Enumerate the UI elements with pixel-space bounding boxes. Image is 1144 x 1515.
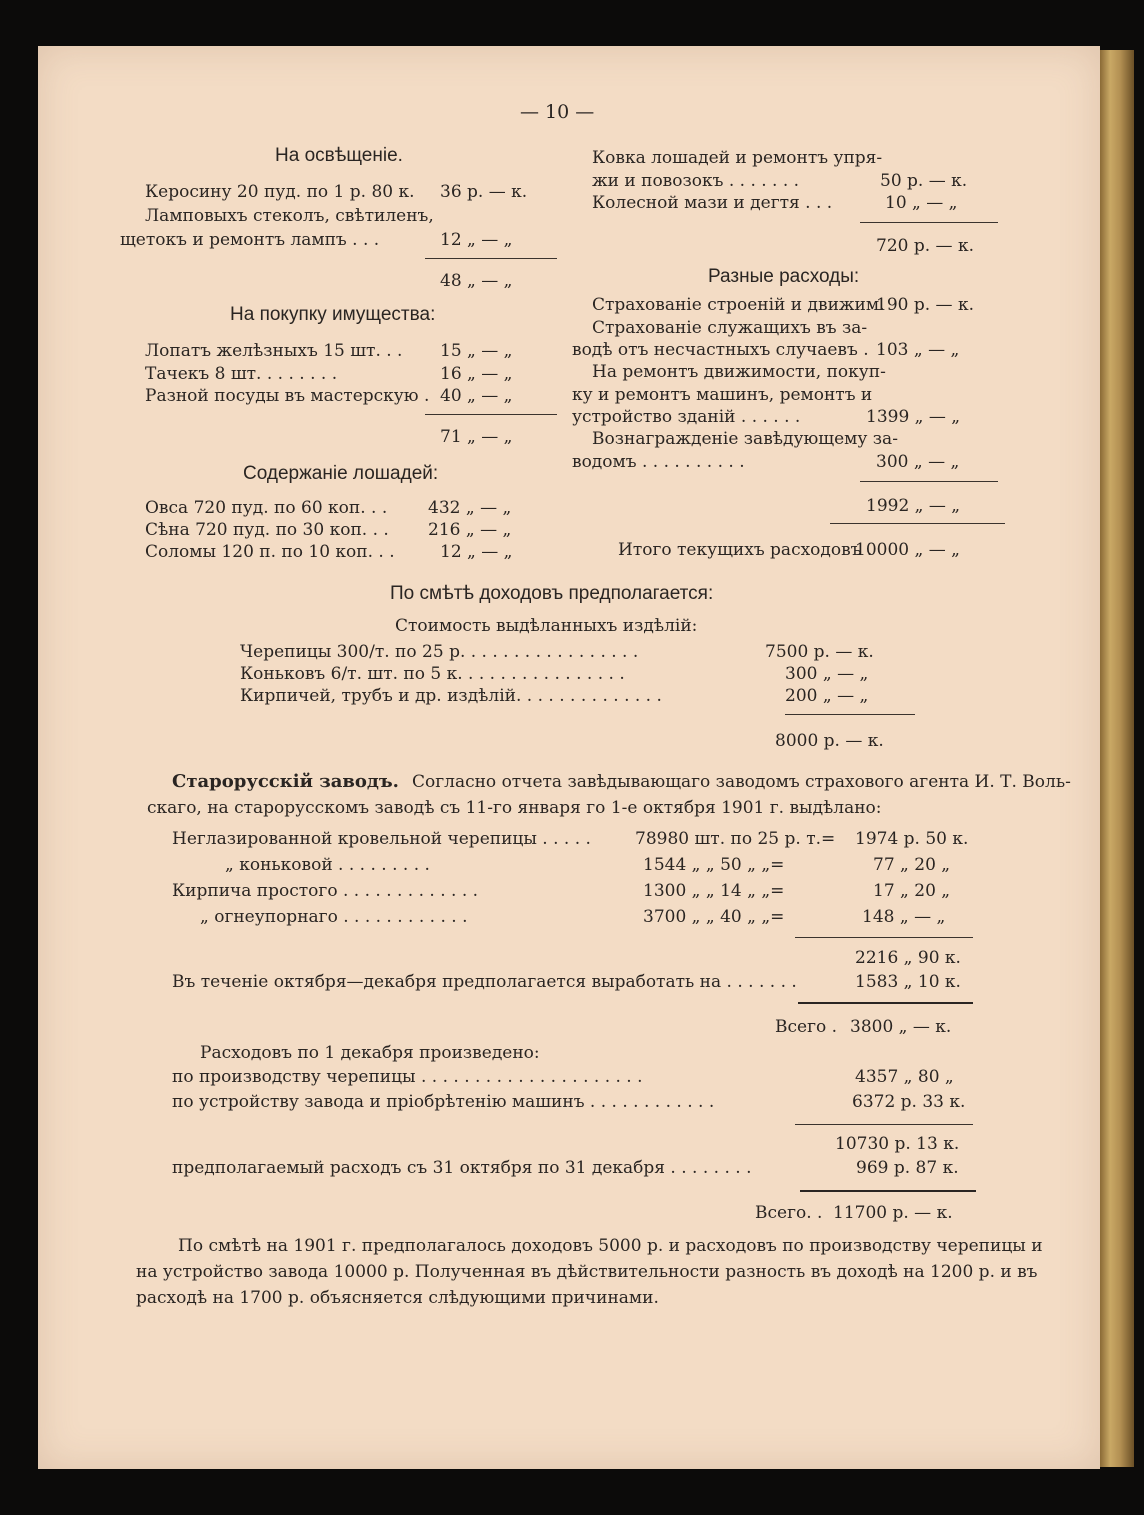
rule bbox=[795, 937, 973, 938]
staro-intro-line: скаго, на старорусскомъ заводѣ съ 11-го января го 1-е октября 1901 г. выдѣлано: bbox=[147, 798, 882, 818]
lighting-heading: На освѣщеніе. bbox=[275, 145, 403, 166]
misc-row-label: Страхованіе строеній и движим. bbox=[592, 295, 885, 315]
staro-subtotal: 2216 „ 90 к. bbox=[855, 948, 961, 968]
current-total-amount: 10000 „ — „ bbox=[855, 540, 960, 560]
rule bbox=[795, 1124, 973, 1125]
lighting-row-amount: 12 „ — „ bbox=[440, 230, 513, 250]
staro-projected-amount: 969 р. 87 к. bbox=[856, 1158, 959, 1178]
staro-row-qty: 1300 „ „ 14 „ „= bbox=[643, 881, 785, 901]
horses-row-label: Сѣна 720 пуд. по 30 коп. . . bbox=[145, 520, 389, 540]
forging-total: 720 р. — к. bbox=[876, 236, 974, 256]
staro-expense-amount: 6372 р. 33 к. bbox=[852, 1092, 966, 1112]
closing-line: По смѣтѣ на 1901 г. предполагалось доходовъ 5000 р. и расходовъ по производству черепицы и bbox=[178, 1236, 1043, 1256]
staro-total-amount: 3800 „ — к. bbox=[850, 1017, 952, 1037]
income-row-amount: 7500 р. — к. bbox=[765, 642, 874, 662]
horses-row-label: Соломы 120 п. по 10 коп. . . bbox=[145, 542, 395, 562]
forging-row-label: Ковка лошадей и ремонтъ упря- bbox=[592, 148, 883, 168]
staro-row-label: Кирпича простого . . . . . . . . . . . . . bbox=[172, 881, 479, 901]
income-row-label: Черепицы 300/т. по 25 р. . . . . . . . . . . . . . . . . bbox=[240, 642, 639, 662]
rule bbox=[425, 414, 557, 415]
staro-row-label: „ коньковой . . . . . . . . . bbox=[225, 855, 430, 875]
staro-title: Старорусскій заводъ. bbox=[172, 771, 399, 792]
income-row-amount: 200 „ — „ bbox=[785, 686, 869, 706]
closing-line: на устройство завода 10000 р. Полученная въ дѣйствительности разность въ доходѣ на 1200 р. и въ bbox=[136, 1262, 1038, 1282]
lighting-total: 48 „ — „ bbox=[440, 271, 513, 291]
staro-forecast-amount: 1583 „ 10 к. bbox=[855, 972, 961, 992]
forging-row-amount: 50 р. — к. bbox=[880, 171, 968, 191]
misc-row-label: Вознагражденіе завѣдующему за- bbox=[592, 429, 898, 449]
staro-projected-label: предполагаемый расходъ съ 31 октября по 31 декабря . . . . . . . . bbox=[172, 1158, 752, 1178]
staro-row-amount: 148 „ — „ bbox=[862, 907, 946, 927]
staro-forecast-label: Въ теченіе октября—декабря предполагается выработать на . . . . . . . bbox=[172, 972, 797, 992]
staro-intro-line: Согласно отчета завѣдывающаго заводомъ страхового агента И. Т. Воль- bbox=[412, 772, 1071, 792]
staro-row-amount: 1974 р. 50 к. bbox=[855, 829, 969, 849]
staro-expense-label: по производству черепицы . . . . . . . . . . . . . . . . . . . . . bbox=[172, 1067, 643, 1087]
horses-row-amount: 432 „ — „ bbox=[428, 498, 512, 518]
misc-row-label: водомъ . . . . . . . . . . bbox=[572, 452, 745, 472]
misc-row-label: ку и ремонтъ машинъ, ремонтъ и bbox=[572, 385, 873, 405]
forging-row-label: жи и повозокъ . . . . . . . bbox=[592, 171, 800, 191]
staro-expense-label: по устройству завода и пріобрѣтенію машинъ . . . . . . . . . . . . bbox=[172, 1092, 715, 1112]
staro-row-qty: 1544 „ „ 50 „ „= bbox=[643, 855, 785, 875]
property-row-label: Разной посуды въ мастерскую . bbox=[145, 386, 430, 406]
misc-heading: Разные расходы: bbox=[708, 266, 860, 287]
income-row-label: Коньковъ 6/т. шт. по 5 к. . . . . . . . . . . . . . . . bbox=[240, 664, 625, 684]
misc-row-label: водѣ отъ несчастныхъ случаевъ . bbox=[572, 340, 869, 360]
rule bbox=[860, 481, 998, 482]
rule bbox=[830, 523, 1005, 524]
rule bbox=[425, 258, 557, 259]
income-heading: По смѣтѣ доходовъ предполагается: bbox=[390, 583, 714, 604]
horses-row-label: Овса 720 пуд. по 60 коп. . . bbox=[145, 498, 388, 518]
staro-expense-amount: 4357 „ 80 „ bbox=[855, 1067, 954, 1087]
staro-row-qty: 3700 „ „ 40 „ „= bbox=[643, 907, 785, 927]
property-row-label: Тачекъ 8 шт. . . . . . . . bbox=[145, 364, 338, 384]
lighting-row-amount: 36 р. — к. bbox=[440, 182, 528, 202]
income-row-label: Кирпичей, трубъ и др. издѣлій. . . . . . . . . . . . . . bbox=[240, 686, 662, 706]
forging-row-label: Колесной мази и дегтя . . . bbox=[592, 193, 833, 213]
page-number: — 10 — bbox=[520, 101, 595, 123]
misc-row-label: На ремонтъ движимости, покуп- bbox=[592, 362, 886, 382]
rule bbox=[798, 1002, 973, 1004]
lighting-row-label: щетокъ и ремонтъ лампъ . . . bbox=[120, 230, 380, 250]
staro-row-label: Неглазированной кровельной черепицы . . . . . bbox=[172, 829, 591, 849]
forging-row-amount: 10 „ — „ bbox=[885, 193, 958, 213]
horses-heading: Содержаніе лошадей: bbox=[243, 463, 439, 484]
income-total: 8000 р. — к. bbox=[775, 731, 884, 751]
staro-row-label: „ огнеупорнаго . . . . . . . . . . . . bbox=[200, 907, 468, 927]
staro-grand-total-label: Всего. . bbox=[755, 1203, 823, 1223]
property-row-amount: 40 „ — „ bbox=[440, 386, 513, 406]
horses-row-amount: 216 „ — „ bbox=[428, 520, 512, 540]
income-subheading: Стоимость выдѣланныхъ издѣлій: bbox=[395, 616, 698, 636]
misc-row-label: устройство зданій . . . . . . bbox=[572, 407, 801, 427]
property-row-amount: 16 „ — „ bbox=[440, 364, 513, 384]
misc-row-amount: 1399 „ — „ bbox=[866, 407, 961, 427]
rule bbox=[860, 222, 998, 223]
staro-row-amount: 77 „ 20 „ bbox=[873, 855, 951, 875]
lighting-row-label: Ламповыхъ стеколъ, свѣтиленъ, bbox=[145, 206, 434, 226]
rule bbox=[800, 1190, 976, 1192]
income-row-amount: 300 „ — „ bbox=[785, 664, 869, 684]
current-total-label: Итого текущихъ расходовъ . bbox=[618, 540, 873, 560]
misc-row-amount: 190 р. — к. bbox=[876, 295, 974, 315]
staro-grand-total-amount: 11700 р. — к. bbox=[833, 1203, 953, 1223]
misc-row-amount: 103 „ — „ bbox=[876, 340, 960, 360]
misc-row-amount: 300 „ — „ bbox=[876, 452, 960, 472]
staro-row-amount: 17 „ 20 „ bbox=[873, 881, 951, 901]
property-row-label: Лопатъ желѣзныхъ 15 шт. . . bbox=[145, 341, 403, 361]
closing-line: расходѣ на 1700 р. объясняется слѣдующими причинами. bbox=[136, 1288, 659, 1308]
property-row-amount: 15 „ — „ bbox=[440, 341, 513, 361]
next-page-edge bbox=[1100, 50, 1134, 1467]
misc-total: 1992 „ — „ bbox=[866, 496, 961, 516]
staro-expenses-heading: Расходовъ по 1 декабря произведено: bbox=[200, 1043, 540, 1063]
staro-row-qty: 78980 шт. по 25 р. т.= bbox=[635, 829, 836, 849]
staro-total-label: Всего . bbox=[775, 1017, 838, 1037]
staro-expenses-subtotal: 10730 р. 13 к. bbox=[835, 1134, 960, 1154]
lighting-row-label: Керосину 20 пуд. по 1 р. 80 к. bbox=[145, 182, 415, 202]
rule bbox=[785, 714, 915, 715]
horses-row-amount: 12 „ — „ bbox=[440, 542, 513, 562]
misc-row-label: Страхованіе служащихъ въ за- bbox=[592, 318, 868, 338]
property-total: 71 „ — „ bbox=[440, 427, 513, 447]
property-heading: На покупку имущества: bbox=[230, 304, 436, 325]
